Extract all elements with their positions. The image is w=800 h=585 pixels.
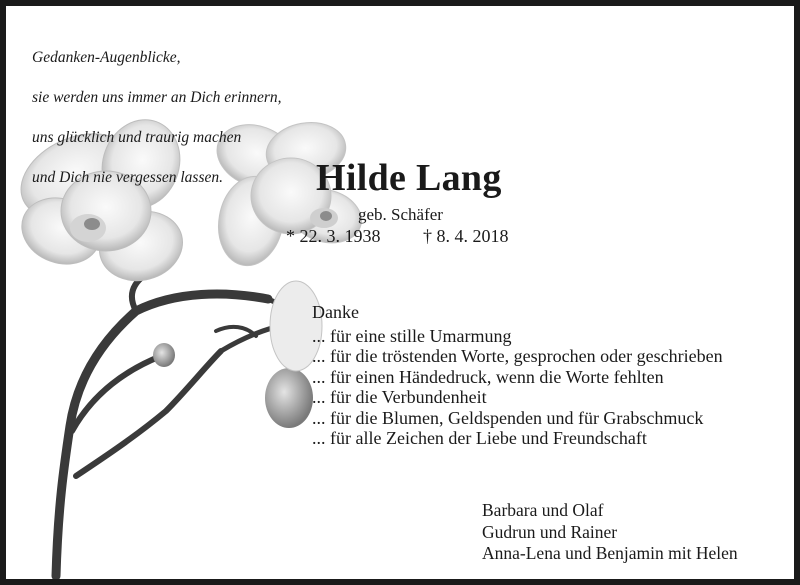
thanks-section (312, 302, 723, 449)
life-dates (286, 226, 509, 247)
birth-date: * 22. 3. 1938 (286, 226, 381, 246)
quote-line: und Dich nie vergessen lassen. (32, 169, 223, 186)
signer: Barbara und Olaf (482, 500, 604, 520)
quote-line: Gedanken-Augenblicke, (32, 49, 181, 66)
thanks-item: ... für die Verbundenheit (312, 387, 487, 407)
thanks-item: ... für alle Zeichen der Liebe und Freundschaft (312, 428, 647, 448)
memorial-quote (32, 28, 282, 208)
maiden-name: geb. Schäfer (358, 205, 443, 224)
quote-line: uns glücklich und traurig machen (32, 129, 242, 146)
thanks-item: ... für die Blumen, Geldspenden und für Grabschmuck (312, 407, 704, 428)
thanks-title: Danke (312, 302, 359, 322)
deceased-name: Hilde Lang (316, 157, 502, 199)
thanks-item: ... für eine stille Umarmung (312, 325, 512, 346)
signer: Gudrun und Rainer (482, 521, 618, 542)
death-date: † 8. 4. 2018 (423, 226, 509, 246)
signers-list (482, 500, 738, 565)
thanks-item: ... für die tröstenden Worte, gesprochen oder geschrieben (312, 346, 723, 366)
signer: Anna-Lena und Benjamin mit Helen (482, 543, 738, 563)
quote-line: sie werden uns immer an Dich erinnern, (32, 89, 282, 106)
thanks-item: ... für einen Händedruck, wenn die Worte fehlten (312, 366, 664, 387)
